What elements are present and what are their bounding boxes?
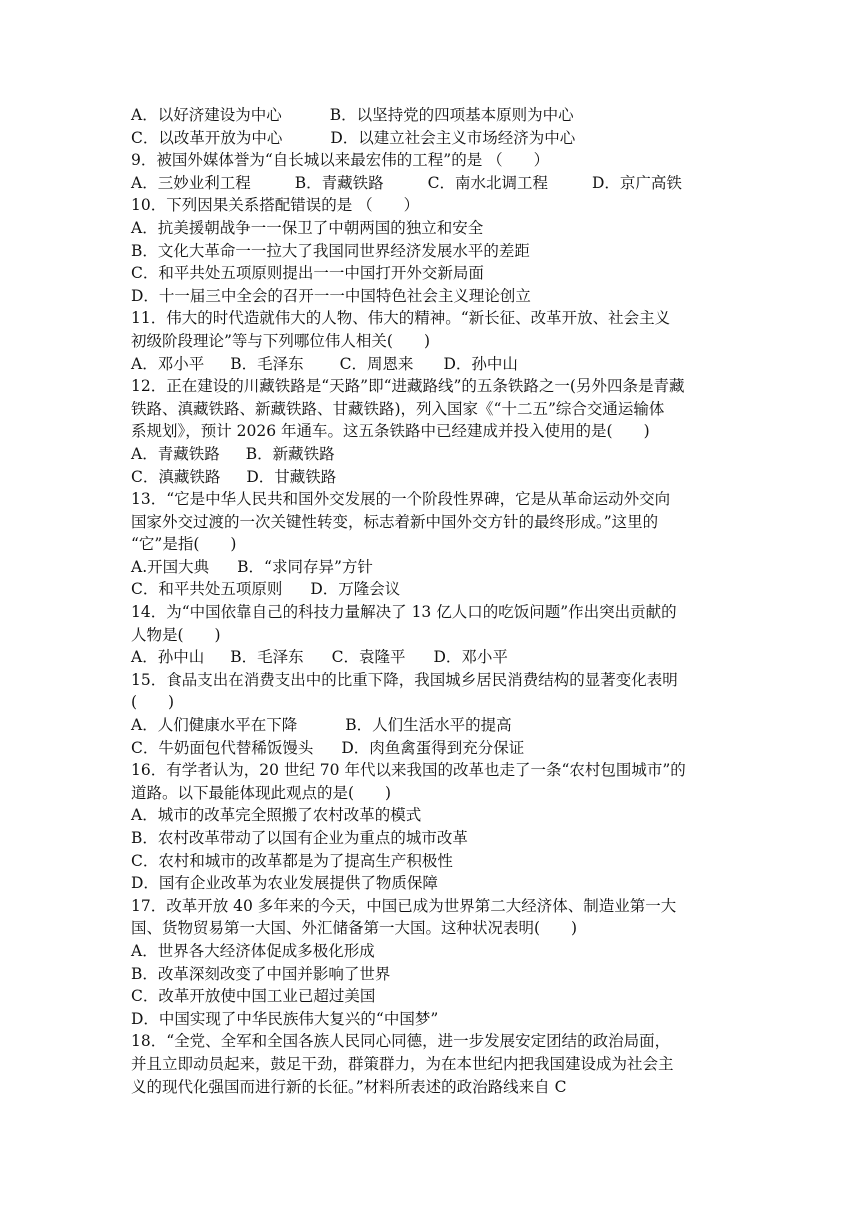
text-line <box>131 240 736 263</box>
line-text: 17．改革开放 40 多年来的今天，中国已成为世界第二大经济体、制造业第一大 <box>131 896 677 915</box>
text-line <box>131 917 736 940</box>
answer-option: D．京广高铁 <box>591 173 682 192</box>
text-line <box>131 759 736 782</box>
text-line <box>131 511 736 534</box>
line-text: B．农村改革带动了以国有企业为重点的城市改革 <box>131 829 468 847</box>
text-line <box>131 285 736 308</box>
text-line <box>131 782 736 805</box>
line-text: 义的现代化强国而进行新的长征。”材料所表述的政治路线来自 C <box>131 1077 567 1096</box>
text-line <box>131 601 736 624</box>
line-text: D．国有企业改革为农业发展提供了物质保障 <box>131 874 438 893</box>
line-text: 并且立即动员起来，鼓足干劲，群策群力，为在本世纪内把我国建设成为社会主 <box>131 1054 674 1073</box>
answer-option: B．青藏铁路 <box>294 173 384 192</box>
line-text: ( ) <box>131 693 175 712</box>
text-line <box>131 985 736 1008</box>
line-text: 人物是( ) <box>131 625 221 644</box>
line-text: A．抗美援朝战争一一保卫了中朝两国的独立和安全 <box>131 218 484 237</box>
text-line <box>131 172 736 195</box>
line-text: 初级阶段理论”等与下列哪位伟人相关( ) <box>131 331 431 350</box>
line-text: 国、货物贸易第一大国、外汇储备第一大国。这种状况表明( ) <box>131 919 578 938</box>
text-line <box>131 330 736 353</box>
text-line <box>131 375 736 398</box>
text-line <box>131 1053 736 1076</box>
answer-option: A．孙中山 <box>131 648 205 667</box>
text-line <box>131 488 736 511</box>
text-line <box>131 804 736 827</box>
line-text: 12．正在建设的川藏铁路是“天路”即“进藏路线”的五条铁路之一(另外四条是青藏 <box>131 377 685 396</box>
line-text: 国家外交过渡的一次关键性转变，标志着新中国外交方针的最终形成。”这里的 <box>131 512 659 531</box>
line-text: 9．被国外媒体誉为“自长城以来最宏伟的工程”的是 （ ） <box>131 151 550 170</box>
answer-option: B．“求同存异”方针 <box>237 557 373 576</box>
text-line <box>131 194 736 217</box>
text-line <box>131 850 736 873</box>
text-line <box>131 1076 736 1099</box>
line-text: B．文化大革命一一拉大了我国同世界经济发展水平的差距 <box>131 241 530 260</box>
line-text: C．和平共处五项原则提出一一中国打开外交新局面 <box>131 264 484 283</box>
text-line <box>131 420 736 443</box>
answer-option: C．周恩来 <box>339 354 414 373</box>
text-line <box>131 104 736 127</box>
answer-option: C．以改革开放为中心 <box>131 128 283 147</box>
line-text: C．改革开放使中国工业已超过美国 <box>131 987 376 1006</box>
answer-option: D．肉鱼禽蛋得到充分保证 <box>341 738 525 757</box>
line-text: 18．“全党、全军和全国各族人民同心同德，进一步发展安定团结的政治局面， <box>131 1032 671 1051</box>
text-line <box>131 1030 736 1053</box>
line-text: 14．为“中国依靠自己的科技力量解决了 13 亿人口的吃饭问题”作出突出贡献的 <box>131 603 677 622</box>
text-line <box>131 466 736 489</box>
text-line <box>131 578 736 601</box>
line-text: D．十一届三中全会的召开一一中国特色社会主义理论创立 <box>131 286 531 305</box>
text-line <box>131 669 736 692</box>
line-text: D．中国实现了中华民族伟大复兴的“中国梦” <box>131 1009 439 1028</box>
text-line <box>131 262 736 285</box>
answer-option: A．以好济建设为中心 <box>131 106 282 124</box>
line-text: 道路。以下最能体现此观点的是( ) <box>131 783 392 802</box>
text-line <box>131 127 736 150</box>
answer-option: D．孙中山 <box>443 354 518 373</box>
exam-question-text <box>131 104 736 1098</box>
text-line <box>131 353 736 376</box>
text-line <box>131 963 736 986</box>
answer-option: B．毛泽东 <box>230 354 304 373</box>
text-line <box>131 691 736 714</box>
text-line <box>131 217 736 240</box>
answer-option: A.开国大典 <box>131 557 210 576</box>
line-text: “它”是指( ) <box>131 535 237 554</box>
line-text: 系规划》，预计 2026 年通车。这五条铁路中已经建成并投入使用的是( ) <box>131 422 650 441</box>
line-text: B．改革深刻改变了中国并影响了世界 <box>131 964 391 983</box>
line-text: C．农村和城市的改革都是为了提高生产积极性 <box>131 851 453 870</box>
text-line <box>131 307 736 330</box>
text-line <box>131 624 736 647</box>
answer-option: B．人们生活水平的提高 <box>345 716 512 735</box>
answer-option: A．三妙业利工程 <box>131 173 251 192</box>
text-line <box>131 714 736 737</box>
answer-option: D．邓小平 <box>433 648 508 667</box>
text-line <box>131 1008 736 1031</box>
text-line <box>131 533 736 556</box>
line-text: 13．“它是中华人民共和国外交发展的一个阶段性界碑，它是从革命运动外交向 <box>131 490 671 509</box>
answer-option: D．以建立社会主义市场经济为中心 <box>330 128 576 147</box>
answer-option: C．袁隆平 <box>331 648 406 667</box>
text-line <box>131 737 736 760</box>
answer-option: B．毛泽东 <box>230 648 304 667</box>
answer-option: C．牛奶面包代替稀饭馒头 <box>131 738 314 757</box>
answer-option: C．南水北调工程 <box>427 173 548 192</box>
text-line <box>131 895 736 918</box>
answer-option: A．邓小平 <box>131 354 205 373</box>
answer-option: D．万隆会议 <box>310 580 401 599</box>
line-text: 11．伟大的时代造就伟大的人物、伟大的精神。“新长征、改革开放、社会主义 <box>131 309 671 328</box>
text-line <box>131 149 736 172</box>
answer-option: D．甘藏铁路 <box>246 467 337 486</box>
answer-option: B．新藏铁路 <box>245 444 335 463</box>
text-line <box>131 443 736 466</box>
text-line <box>131 398 736 421</box>
text-line <box>131 646 736 669</box>
line-text: 铁路、滇藏铁路、新藏铁路、甘藏铁路)，列入国家《“十二五”综合交通运输体 <box>131 399 665 418</box>
line-text: A．世界各大经济体促成多极化形成 <box>131 941 375 960</box>
answer-option: C．滇藏铁路 <box>131 467 221 486</box>
text-line <box>131 827 736 850</box>
text-line <box>131 556 736 579</box>
answer-option: A．人们健康水平在下降 <box>131 716 298 735</box>
line-text: 16．有学者认为，20 世纪 70 年代以来我国的改革也走了一条“农村包围城市”的 <box>131 761 686 780</box>
text-line <box>131 940 736 963</box>
line-text: A．城市的改革完全照搬了农村改革的模式 <box>131 806 422 825</box>
line-text: 10．下列因果关系搭配错误的是 （ ） <box>131 196 420 215</box>
text-line <box>131 872 736 895</box>
answer-option: B．以坚持党的四项基本原则为中心 <box>329 106 574 124</box>
line-text: 15．食品支出在消费支出中的比重下降，我国城乡居民消费结构的显著变化表明 <box>131 670 678 689</box>
answer-option: C．和平共处五项原则 <box>131 580 283 599</box>
answer-option: A．青藏铁路 <box>131 444 220 463</box>
